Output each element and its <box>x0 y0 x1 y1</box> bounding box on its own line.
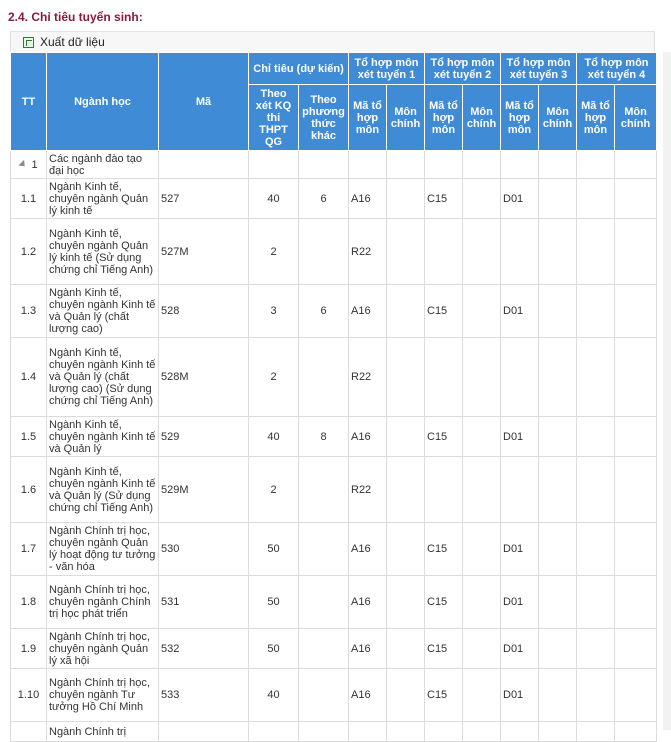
cell-mon-chinh-4 <box>615 523 657 576</box>
cell-tt <box>11 722 47 742</box>
cell-ma-to-hop-3 <box>501 219 539 285</box>
table-row[interactable] <box>11 669 657 722</box>
cell-mon-chinh-4 <box>615 722 657 742</box>
cell-mon-chinh-3 <box>539 722 577 742</box>
cell-ma-to-hop-1: A16 <box>349 179 387 219</box>
cell-nganh-hoc: Các ngành đào tạo đại học <box>47 151 159 179</box>
cell-ma-to-hop-3: D01 <box>501 179 539 219</box>
cell-ma-to-hop-4 <box>577 629 615 669</box>
cell-mon-chinh-2 <box>463 576 501 629</box>
cell-theo-khac <box>299 669 349 722</box>
cell-ma-to-hop-3 <box>501 338 539 417</box>
cell-theo-khac <box>299 219 349 285</box>
header-to-hop-2: Tổ hợp môn xét tuyển 2 <box>425 53 501 85</box>
cell-theo-thpt <box>249 722 299 742</box>
cell-tt: 1.3 <box>11 285 47 338</box>
cell-tt: 1.10 <box>11 669 47 722</box>
cell-ma-to-hop-2 <box>425 457 463 523</box>
cell-ma-to-hop-3 <box>501 457 539 523</box>
cell-mon-chinh-3 <box>539 285 577 338</box>
cell-ma-to-hop-1 <box>349 151 387 179</box>
header-ma-to-hop-2: Mã tổ hợp môn <box>425 85 463 151</box>
cell-ma-to-hop-3 <box>501 722 539 742</box>
cell-ma-to-hop-4 <box>577 179 615 219</box>
cell-mon-chinh-4 <box>615 629 657 669</box>
cell-ma-to-hop-4 <box>577 576 615 629</box>
table-row[interactable] <box>11 285 657 338</box>
cell-mon-chinh-4 <box>615 457 657 523</box>
cell-ma-to-hop-1: R22 <box>349 219 387 285</box>
cell-mon-chinh-2 <box>463 669 501 722</box>
cell-ma-to-hop-1: A16 <box>349 285 387 338</box>
admission-quota-table-container[interactable] <box>10 52 656 738</box>
table-row[interactable] <box>11 629 657 669</box>
cell-ma: 527 <box>159 179 249 219</box>
cell-ma-to-hop-2 <box>425 338 463 417</box>
cell-theo-khac <box>299 523 349 576</box>
cell-ma: 529 <box>159 417 249 457</box>
header-to-hop-3: Tổ hợp môn xét tuyển 3 <box>501 53 577 85</box>
cell-nganh-hoc: Ngành Kinh tế, chuyên ngành Kinh tế và Quản lý <box>47 417 159 457</box>
cell-theo-thpt: 50 <box>249 576 299 629</box>
cell-theo-khac <box>299 151 349 179</box>
export-data-button[interactable] <box>23 34 105 50</box>
cell-ma-to-hop-1: R22 <box>349 338 387 417</box>
cell-tt: 1.9 <box>11 629 47 669</box>
section-title: 2.4. Chỉ tiêu tuyển sinh: <box>8 10 143 24</box>
cell-theo-khac <box>299 576 349 629</box>
table-row[interactable] <box>11 457 657 523</box>
cell-theo-thpt: 50 <box>249 523 299 576</box>
cell-nganh-hoc: Ngành Chính trị học, chuyên ngành Tư tưởng Hồ Chí Minh <box>47 669 159 722</box>
cell-mon-chinh-3 <box>539 523 577 576</box>
cell-mon-chinh-2 <box>463 338 501 417</box>
cell-ma-to-hop-2: C15 <box>425 417 463 457</box>
cell-tt: 1.4 <box>11 338 47 417</box>
cell-mon-chinh-2 <box>463 523 501 576</box>
cell-theo-khac <box>299 338 349 417</box>
cell-theo-thpt: 3 <box>249 285 299 338</box>
cell-ma-to-hop-3: D01 <box>501 523 539 576</box>
cell-mon-chinh-1 <box>387 722 425 742</box>
table-row[interactable] <box>11 722 657 742</box>
cell-tt: 1.6 <box>11 457 47 523</box>
cell-ma-to-hop-4 <box>577 722 615 742</box>
cell-ma-to-hop-2: C15 <box>425 669 463 722</box>
cell-theo-khac: 8 <box>299 417 349 457</box>
cell-ma-to-hop-2: C15 <box>425 523 463 576</box>
cell-mon-chinh-1 <box>387 338 425 417</box>
cell-ma: 530 <box>159 523 249 576</box>
cell-mon-chinh-3 <box>539 151 577 179</box>
excel-export-icon <box>23 37 34 48</box>
cell-ma-to-hop-1: A16 <box>349 523 387 576</box>
cell-tt: 1.7 <box>11 523 47 576</box>
cell-ma-to-hop-3 <box>501 151 539 179</box>
cell-nganh-hoc: Ngành Chính trị học, chuyên ngành Quản lý hoạt động tư tưởng - văn hóa <box>47 523 159 576</box>
cell-ma-to-hop-3: D01 <box>501 285 539 338</box>
collapse-arrow-icon[interactable] <box>19 160 28 169</box>
cell-tt: 1.1 <box>11 179 47 219</box>
table-row[interactable] <box>11 219 657 285</box>
cell-theo-thpt: 50 <box>249 629 299 669</box>
cell-nganh-hoc: Ngành Kinh tế, chuyên ngành Kinh tế và Quản lý (chất lượng cao) <box>47 285 159 338</box>
admission-quota-table <box>10 52 657 742</box>
cell-nganh-hoc: Ngành Chính trị học, chuyên ngành Chính trị học phát triển <box>47 576 159 629</box>
cell-ma-to-hop-2 <box>425 219 463 285</box>
cell-tt: 1.8 <box>11 576 47 629</box>
cell-mon-chinh-1 <box>387 285 425 338</box>
table-row[interactable] <box>11 179 657 219</box>
cell-mon-chinh-4 <box>615 417 657 457</box>
cell-nganh-hoc: Ngành Kinh tế, chuyên ngành Kinh tế và Quản lý (chất lượng cao) (Sử dụng chứng chỉ Tiếng Anh) <box>47 338 159 417</box>
cell-nganh-hoc: Ngành Kinh tế, chuyên ngành Kinh tế và Quản lý (Sử dụng chứng chỉ Tiếng Anh) <box>47 457 159 523</box>
cell-ma-to-hop-4 <box>577 417 615 457</box>
cell-tt <box>11 151 47 179</box>
cell-ma-to-hop-4 <box>577 523 615 576</box>
cell-mon-chinh-1 <box>387 629 425 669</box>
cell-ma <box>159 722 249 742</box>
cell-tt: 1.2 <box>11 219 47 285</box>
header-mon-chinh-4: Môn chính <box>615 85 657 151</box>
cell-ma-to-hop-1 <box>349 722 387 742</box>
cell-ma-to-hop-1: R22 <box>349 457 387 523</box>
header-to-hop-4: Tổ hợp môn xét tuyển 4 <box>577 53 657 85</box>
cell-mon-chinh-3 <box>539 576 577 629</box>
cell-ma-to-hop-4 <box>577 457 615 523</box>
cell-ma-to-hop-4 <box>577 219 615 285</box>
cell-mon-chinh-3 <box>539 669 577 722</box>
cell-theo-khac <box>299 629 349 669</box>
cell-ma-to-hop-2: C15 <box>425 576 463 629</box>
cell-mon-chinh-1 <box>387 669 425 722</box>
cell-ma-to-hop-2: C15 <box>425 629 463 669</box>
cell-ma-to-hop-3: D01 <box>501 669 539 722</box>
cell-ma-to-hop-3: D01 <box>501 576 539 629</box>
row-tt-label: 1 <box>31 158 38 171</box>
cell-nganh-hoc: Ngành Kinh tế, chuyên ngành Quản lý kinh tế <box>47 179 159 219</box>
vertical-scrollbar[interactable] <box>663 52 671 730</box>
cell-ma: 528M <box>159 338 249 417</box>
table-row[interactable] <box>11 417 657 457</box>
cell-mon-chinh-3 <box>539 338 577 417</box>
cell-mon-chinh-3 <box>539 629 577 669</box>
cell-nganh-hoc: Ngành Kinh tế, chuyên ngành Quản lý kinh tế (Sử dụng chứng chỉ Tiếng Anh) <box>47 219 159 285</box>
cell-mon-chinh-1 <box>387 179 425 219</box>
header-theo-khac: Theo phương thức khác <box>299 85 349 151</box>
cell-mon-chinh-2 <box>463 457 501 523</box>
table-group-row[interactable] <box>11 151 657 179</box>
cell-ma-to-hop-1: A16 <box>349 576 387 629</box>
cell-mon-chinh-2 <box>463 285 501 338</box>
cell-ma: 527M <box>159 219 249 285</box>
cell-theo-khac: 6 <box>299 285 349 338</box>
cell-ma-to-hop-1: A16 <box>349 669 387 722</box>
toolbar <box>10 31 655 52</box>
cell-ma-to-hop-3: D01 <box>501 629 539 669</box>
header-tt: TT <box>11 53 47 151</box>
cell-ma-to-hop-1: A16 <box>349 629 387 669</box>
cell-ma: 533 <box>159 669 249 722</box>
table-row[interactable] <box>11 523 657 576</box>
cell-mon-chinh-3 <box>539 219 577 285</box>
cell-mon-chinh-1 <box>387 219 425 285</box>
cell-ma-to-hop-1: A16 <box>349 417 387 457</box>
table-row[interactable] <box>11 576 657 629</box>
cell-theo-thpt: 2 <box>249 338 299 417</box>
export-label: Xuất dữ liệu <box>40 35 105 49</box>
cell-theo-khac: 6 <box>299 179 349 219</box>
cell-mon-chinh-4 <box>615 669 657 722</box>
header-ma-to-hop-4: Mã tổ hợp môn <box>577 85 615 151</box>
header-ma-to-hop-3: Mã tổ hợp môn <box>501 85 539 151</box>
cell-mon-chinh-2 <box>463 151 501 179</box>
cell-ma: 529M <box>159 457 249 523</box>
cell-theo-khac <box>299 722 349 742</box>
cell-theo-thpt: 40 <box>249 669 299 722</box>
cell-mon-chinh-4 <box>615 285 657 338</box>
cell-ma-to-hop-2: C15 <box>425 179 463 219</box>
cell-nganh-hoc: Ngành Chính trị <box>47 722 159 742</box>
header-to-hop-1: Tổ hợp môn xét tuyển 1 <box>349 53 425 85</box>
cell-nganh-hoc: Ngành Chính trị học, chuyên ngành Quản lý xã hội <box>47 629 159 669</box>
cell-theo-thpt: 2 <box>249 457 299 523</box>
cell-mon-chinh-4 <box>615 151 657 179</box>
cell-theo-khac <box>299 457 349 523</box>
cell-ma-to-hop-3: D01 <box>501 417 539 457</box>
cell-ma-to-hop-2: C15 <box>425 285 463 338</box>
header-chi-tieu: Chỉ tiêu (dự kiến) <box>249 53 349 85</box>
header-mon-chinh-2: Môn chính <box>463 85 501 151</box>
cell-mon-chinh-1 <box>387 417 425 457</box>
cell-mon-chinh-3 <box>539 417 577 457</box>
cell-mon-chinh-2 <box>463 722 501 742</box>
cell-mon-chinh-1 <box>387 457 425 523</box>
header-nganh-hoc: Ngành học <box>47 53 159 151</box>
cell-mon-chinh-2 <box>463 417 501 457</box>
cell-mon-chinh-1 <box>387 576 425 629</box>
cell-mon-chinh-4 <box>615 219 657 285</box>
cell-theo-thpt <box>249 151 299 179</box>
header-mon-chinh-1: Môn chính <box>387 85 425 151</box>
cell-theo-thpt: 40 <box>249 417 299 457</box>
cell-mon-chinh-2 <box>463 219 501 285</box>
header-ma: Mã <box>159 53 249 151</box>
cell-mon-chinh-3 <box>539 179 577 219</box>
cell-ma-to-hop-4 <box>577 669 615 722</box>
cell-ma-to-hop-2 <box>425 722 463 742</box>
cell-ma-to-hop-4 <box>577 151 615 179</box>
cell-mon-chinh-4 <box>615 576 657 629</box>
cell-ma: 532 <box>159 629 249 669</box>
cell-ma-to-hop-2 <box>425 151 463 179</box>
cell-mon-chinh-4 <box>615 338 657 417</box>
cell-ma-to-hop-4 <box>577 338 615 417</box>
cell-ma <box>159 151 249 179</box>
cell-mon-chinh-3 <box>539 457 577 523</box>
header-theo-thpt: Theo xét KQ thi THPT QG <box>249 85 299 151</box>
cell-theo-thpt: 2 <box>249 219 299 285</box>
cell-mon-chinh-1 <box>387 523 425 576</box>
cell-mon-chinh-1 <box>387 151 425 179</box>
cell-theo-thpt: 40 <box>249 179 299 219</box>
table-row[interactable] <box>11 338 657 417</box>
cell-ma: 531 <box>159 576 249 629</box>
header-ma-to-hop-1: Mã tổ hợp môn <box>349 85 387 151</box>
cell-mon-chinh-4 <box>615 179 657 219</box>
header-mon-chinh-3: Môn chính <box>539 85 577 151</box>
cell-ma-to-hop-4 <box>577 285 615 338</box>
cell-mon-chinh-2 <box>463 629 501 669</box>
cell-mon-chinh-2 <box>463 179 501 219</box>
cell-ma: 528 <box>159 285 249 338</box>
cell-tt: 1.5 <box>11 417 47 457</box>
